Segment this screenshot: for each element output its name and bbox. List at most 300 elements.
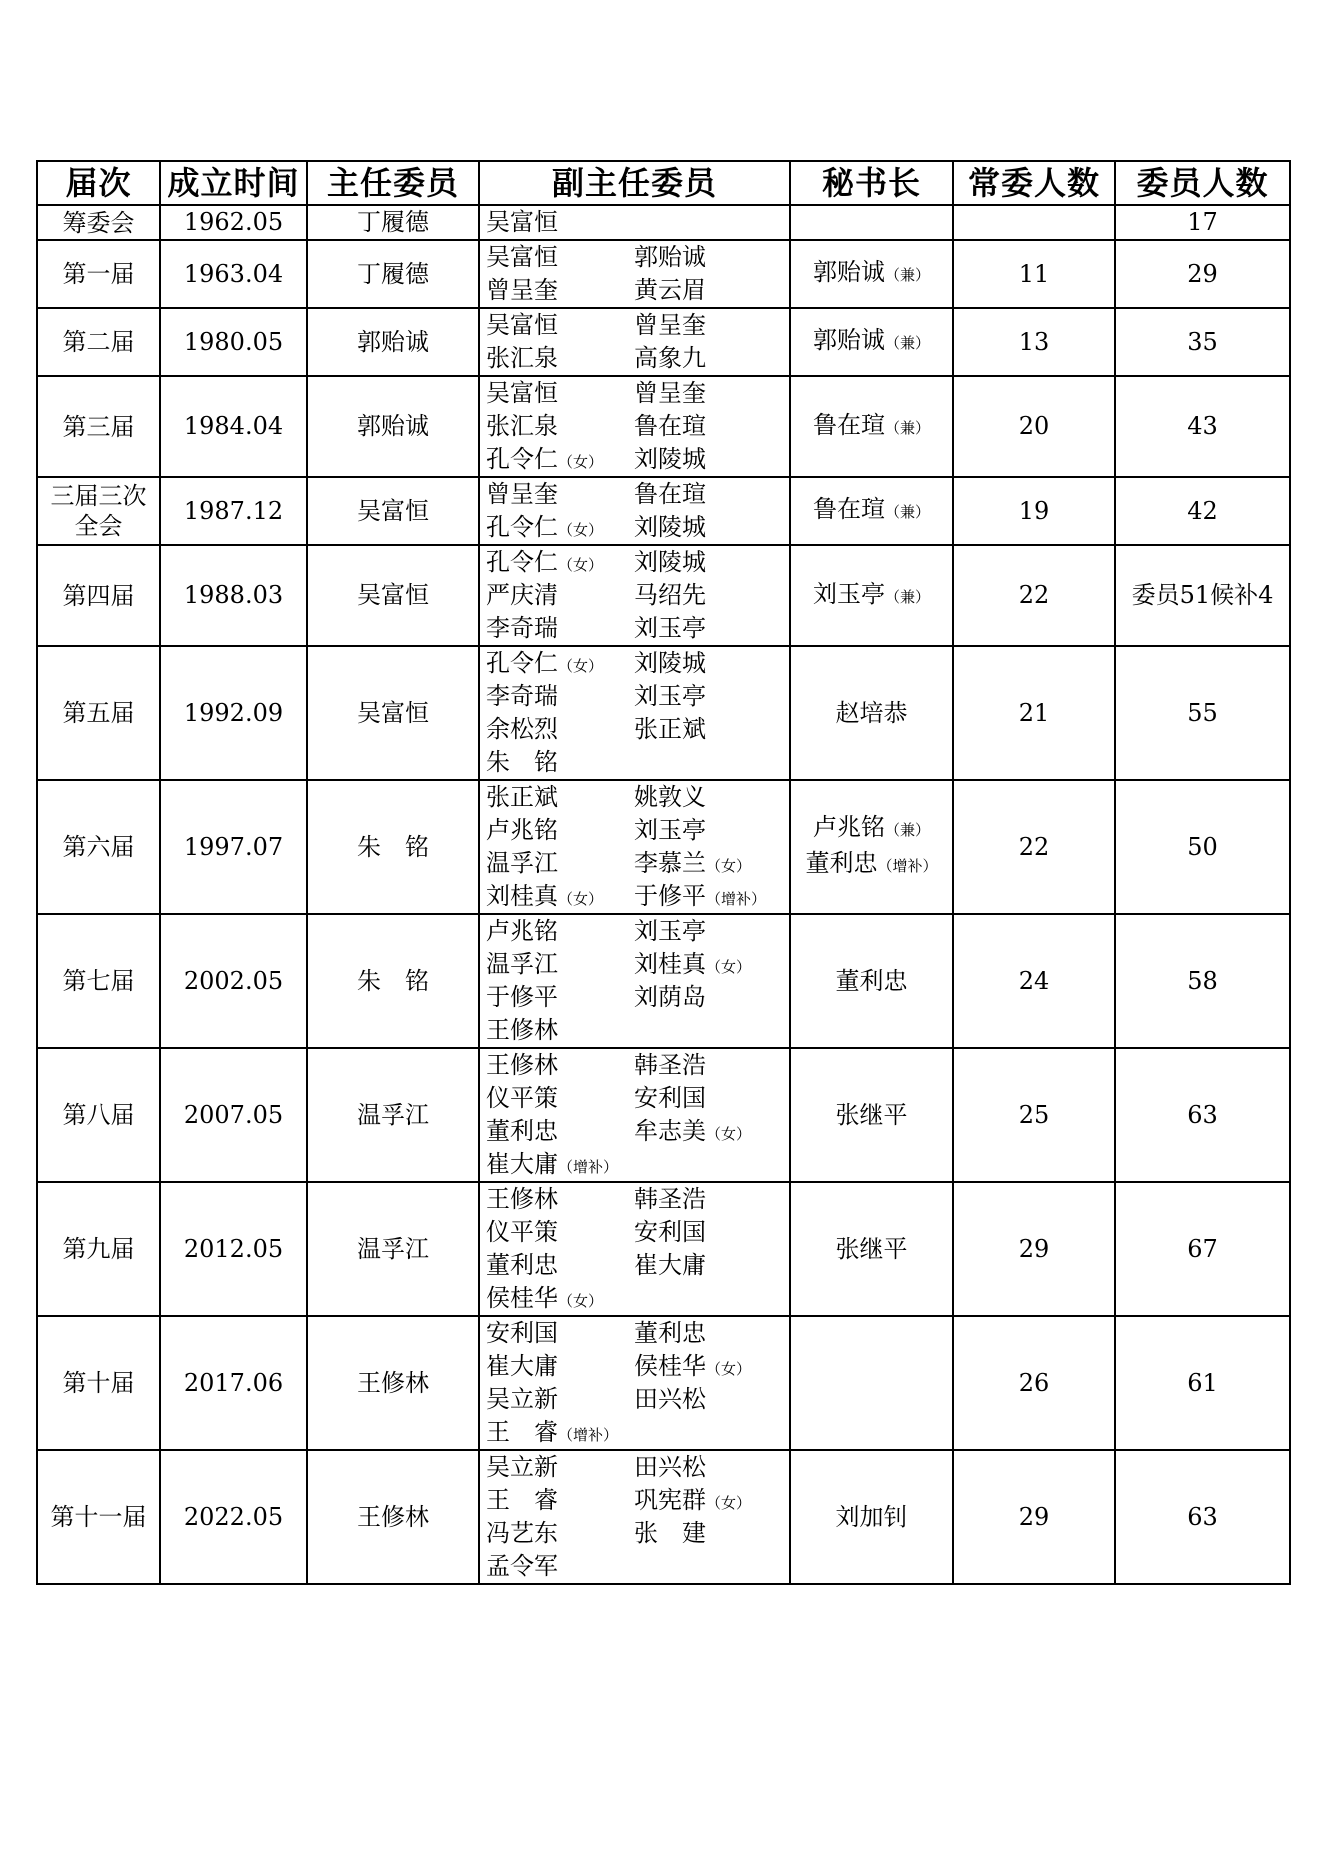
cell-vice-chairs [479, 205, 790, 240]
person-note: （增补） [558, 1158, 619, 1176]
secretary-name: 刘加钊 [835, 1502, 908, 1531]
vice-chair-name [634, 647, 782, 680]
vice-chair-name [634, 377, 782, 410]
table-row [37, 308, 1290, 376]
vice-chair-name [634, 309, 782, 342]
cell-member-count [1115, 545, 1290, 646]
person-name: 崔大庸 [486, 1150, 558, 1178]
person-name: 郭贻诚 [634, 243, 706, 271]
person-name: 安利国 [486, 1319, 558, 1347]
vice-chair-name [486, 1014, 634, 1047]
person-name: 王修林 [486, 1185, 558, 1213]
cell-standing-count [953, 780, 1115, 914]
cell-vice-chairs [479, 1450, 790, 1584]
standing-count: 26 [1018, 1368, 1050, 1397]
chair-text: 郭贻诚 [357, 327, 429, 356]
secretary-note: （兼） [884, 418, 930, 437]
vice-line [486, 612, 789, 645]
cell-chair [307, 308, 479, 376]
member-count: 63 [1187, 1100, 1218, 1129]
person-name: 仪平策 [486, 1084, 558, 1112]
vice-line [486, 847, 789, 880]
person-note: （增补） [558, 1426, 619, 1444]
header-chair: 主任委员 [307, 161, 479, 205]
vice-line [486, 241, 789, 274]
cell-vice-chairs [479, 477, 790, 545]
table-row [37, 240, 1290, 308]
cell-member-count [1115, 780, 1290, 914]
person-name: 王修林 [486, 1051, 558, 1079]
standing-count: 11 [1018, 259, 1050, 288]
person-name: 张汇泉 [486, 412, 558, 440]
vice-chair-name [634, 1115, 782, 1148]
vice-line [486, 1517, 789, 1550]
vice-chair-name [486, 781, 634, 814]
vice-line [486, 1049, 789, 1082]
person-name: 刘玉亭 [634, 682, 706, 710]
person-name: 孟令军 [486, 1552, 558, 1580]
person-name: 董利忠 [486, 1251, 558, 1279]
person-note: （女） [706, 1125, 752, 1143]
person-name: 董利忠 [486, 1117, 558, 1145]
person-name: 温孚江 [486, 950, 558, 978]
vice-chair-name [634, 1451, 782, 1484]
cell-member-count [1115, 205, 1290, 240]
vice-chair-name [634, 981, 782, 1014]
person-name: 王 睿 [486, 1418, 558, 1446]
date-text: 2007.05 [183, 1100, 284, 1129]
vice-chair-name [486, 1216, 634, 1249]
chair-text: 王修林 [357, 1502, 429, 1531]
secretary-name: 董利忠 [835, 966, 908, 995]
vice-chair-name [634, 274, 782, 307]
cell-standing-count [953, 240, 1115, 308]
person-name: 吴立新 [486, 1453, 558, 1481]
person-name: 鲁在瑄 [634, 480, 706, 508]
vice-chair-name [486, 1148, 634, 1181]
term-text: 第八届 [62, 1101, 135, 1129]
cell-vice-chairs [479, 240, 790, 308]
vice-chair-name [634, 241, 782, 274]
vice-chair-name [486, 206, 634, 239]
vice-line [486, 309, 789, 342]
cell-standing-count [953, 914, 1115, 1048]
cell-date [160, 240, 307, 308]
term-text: 第六届 [62, 833, 135, 861]
secretary-line [791, 1501, 952, 1534]
person-name: 朱 铭 [486, 748, 558, 776]
person-name: 安利国 [634, 1084, 706, 1112]
term-text: 第十一届 [50, 1503, 147, 1531]
cell-member-count [1115, 477, 1290, 545]
cell-term [37, 1182, 160, 1316]
cell-vice-chairs [479, 308, 790, 376]
secretary-name: 刘玉亭 [812, 579, 885, 608]
cell-secretary [790, 780, 953, 914]
vice-line [486, 814, 789, 847]
vice-line [486, 1451, 789, 1484]
person-name: 吴富恒 [486, 311, 558, 339]
header-secretary: 秘书长 [790, 161, 953, 205]
date-text: 1988.03 [183, 581, 284, 609]
date-text: 1962.05 [183, 208, 284, 236]
vice-line [486, 478, 789, 511]
chair-text: 温孚江 [357, 1100, 429, 1129]
standing-count: 29 [1018, 1234, 1050, 1263]
vice-line [486, 1350, 789, 1383]
cell-standing-count [953, 646, 1115, 780]
vice-line [486, 1148, 789, 1181]
term-text: 第五届 [62, 699, 135, 727]
vice-chair-name [486, 309, 634, 342]
cell-secretary [790, 477, 953, 545]
vice-chair-name [486, 1183, 634, 1216]
person-name: 鲁在瑄 [634, 412, 706, 440]
vice-chair-name [486, 511, 634, 544]
cell-member-count [1115, 1048, 1290, 1182]
person-name: 曾呈奎 [634, 379, 706, 407]
standing-count: 20 [1018, 412, 1050, 440]
vice-chair-name [634, 1049, 782, 1082]
person-name: 崔大庸 [634, 1251, 706, 1279]
standing-count: 24 [1018, 966, 1050, 995]
cell-secretary [790, 1450, 953, 1584]
date-text: 2012.05 [183, 1234, 284, 1263]
cell-standing-count [953, 1450, 1115, 1584]
person-name: 董利忠 [634, 1319, 706, 1347]
cell-secretary [790, 1048, 953, 1182]
chair-text: 吴富恒 [357, 698, 429, 727]
vice-chair-name [486, 342, 634, 375]
cell-member-count [1115, 376, 1290, 477]
vice-chair-name [486, 1383, 634, 1416]
table-row [37, 914, 1290, 1048]
date-text: 1963.04 [183, 259, 284, 288]
person-note: （女） [558, 657, 604, 675]
vice-chair-name [634, 948, 782, 981]
member-count: 委员51候补4 [1131, 581, 1274, 609]
person-name: 吴富恒 [486, 243, 558, 271]
person-name: 牟志美 [634, 1117, 706, 1145]
cell-secretary [790, 240, 953, 308]
vice-line [486, 915, 789, 948]
vice-chair-name [634, 1183, 782, 1216]
vice-chair-name [634, 342, 782, 375]
cell-chair [307, 1316, 479, 1450]
cell-date [160, 205, 307, 240]
person-name: 刘桂真 [486, 882, 558, 910]
vice-line [486, 377, 789, 410]
standing-count: 13 [1018, 327, 1050, 356]
vice-chair-name [486, 1115, 634, 1148]
person-note: （女） [558, 556, 604, 574]
vice-line [486, 1317, 789, 1350]
header-date: 成立时间 [160, 161, 307, 205]
vice-chair-name [634, 1350, 782, 1383]
secretary-line [791, 1233, 952, 1266]
secretary-name: 赵培恭 [835, 698, 908, 727]
secretary-name: 张继平 [835, 1100, 908, 1129]
cell-vice-chairs [479, 646, 790, 780]
cell-chair [307, 914, 479, 1048]
vice-line [486, 1416, 789, 1449]
standing-count: 22 [1018, 832, 1050, 861]
secretary-name: 董利忠 [805, 849, 878, 877]
member-count: 35 [1187, 327, 1218, 356]
secretary-line [791, 811, 952, 847]
member-count: 61 [1187, 1368, 1218, 1397]
person-name: 于修平 [634, 882, 706, 910]
person-name: 卢兆铭 [486, 917, 558, 945]
vice-chair-name [486, 1484, 634, 1517]
secretary-note: （兼） [884, 334, 930, 352]
person-name: 刘陵城 [634, 649, 706, 677]
vice-chair-name [486, 880, 634, 913]
cell-secretary [790, 545, 953, 646]
cell-chair [307, 376, 479, 477]
header-member-count: 委员人数 [1115, 161, 1290, 205]
chair-text: 吴富恒 [357, 581, 429, 609]
person-note: （女） [558, 521, 604, 539]
person-name: 高象九 [634, 344, 706, 372]
cell-vice-chairs [479, 376, 790, 477]
cell-standing-count [953, 308, 1115, 376]
term-text: 三届三次全会 [50, 482, 147, 540]
person-note: （女） [706, 958, 752, 976]
vice-chair-name [634, 1383, 782, 1416]
cell-standing-count [953, 477, 1115, 545]
person-note: （女） [558, 890, 604, 908]
vice-chair-name [634, 478, 782, 511]
person-name: 王修林 [486, 1016, 558, 1044]
term-text: 第九届 [62, 1235, 135, 1263]
cell-date [160, 914, 307, 1048]
standing-count: 19 [1018, 496, 1050, 525]
person-name: 刘玉亭 [634, 917, 706, 945]
vice-chair-name [634, 1484, 782, 1517]
person-name: 崔大庸 [486, 1352, 558, 1380]
cell-standing-count [953, 1182, 1115, 1316]
secretary-line [791, 1099, 952, 1132]
person-name: 刘玉亭 [634, 816, 706, 844]
secretary-line [791, 965, 952, 998]
person-name: 仪平策 [486, 1218, 558, 1246]
vice-line [486, 1115, 789, 1148]
vice-chair-name [486, 410, 634, 443]
date-text: 1997.07 [183, 832, 284, 861]
person-name: 吴富恒 [486, 379, 558, 407]
vice-line [486, 680, 789, 713]
cell-secretary [790, 1316, 953, 1450]
vice-chair-name [486, 1249, 634, 1282]
vice-chair-name [634, 579, 782, 612]
cell-term [37, 477, 160, 545]
vice-chair-name [486, 241, 634, 274]
secretary-line [791, 493, 952, 529]
chair-text: 朱 铭 [357, 966, 429, 995]
vice-line [486, 647, 789, 680]
vice-line [486, 511, 789, 544]
cell-date [160, 1182, 307, 1316]
person-name: 侯桂华 [634, 1352, 706, 1380]
table-row [37, 646, 1290, 780]
vice-chair-name [486, 1317, 634, 1350]
date-text: 1992.09 [183, 698, 284, 727]
secretary-name: 鲁在瑄 [812, 410, 885, 439]
table-row [37, 780, 1290, 914]
chair-text: 王修林 [357, 1368, 429, 1397]
vice-chair-name [634, 1517, 782, 1550]
vice-line [486, 1014, 789, 1047]
cell-vice-chairs [479, 1182, 790, 1316]
person-name: 刘陵城 [634, 548, 706, 576]
vice-chair-name [486, 915, 634, 948]
term-text: 第二届 [62, 328, 135, 356]
vice-chair-name [486, 1082, 634, 1115]
person-name: 于修平 [486, 983, 558, 1011]
term-text: 第七届 [62, 967, 135, 995]
vice-line [486, 948, 789, 981]
vice-chair-name [486, 746, 634, 779]
cell-date [160, 646, 307, 780]
person-name: 张正斌 [634, 715, 706, 743]
person-name: 侯桂华 [486, 1284, 558, 1312]
vice-line [486, 579, 789, 612]
vice-chair-name [634, 511, 782, 544]
cell-member-count [1115, 1316, 1290, 1450]
person-name: 刘荫岛 [634, 983, 706, 1011]
cell-date [160, 780, 307, 914]
vice-line [486, 1282, 789, 1315]
vice-chair-name [486, 814, 634, 847]
vice-chair-name [486, 713, 634, 746]
person-name: 孔令仁 [486, 649, 558, 677]
person-name: 刘陵城 [634, 513, 706, 541]
member-count: 29 [1187, 259, 1218, 288]
table-row [37, 1450, 1290, 1584]
member-count: 42 [1187, 496, 1218, 525]
standing-count: 29 [1018, 1502, 1050, 1531]
vice-line [486, 274, 789, 307]
date-text: 1987.12 [183, 496, 284, 525]
cell-term [37, 914, 160, 1048]
cell-date [160, 1316, 307, 1450]
cell-secretary [790, 914, 953, 1048]
term-text: 第三届 [62, 412, 135, 441]
person-name: 孔令仁 [486, 445, 558, 473]
chair-text: 吴富恒 [357, 496, 429, 525]
cell-chair [307, 240, 479, 308]
vice-chair-name [634, 880, 782, 913]
table-row [37, 1316, 1290, 1450]
vice-chair-name [634, 546, 782, 579]
person-name: 孔令仁 [486, 513, 558, 541]
secretary-name: 卢兆铭 [812, 813, 885, 841]
cell-date [160, 1048, 307, 1182]
term-text: 筹委会 [62, 208, 135, 237]
cell-chair [307, 477, 479, 545]
table-row [37, 205, 1290, 240]
cell-term [37, 376, 160, 477]
vice-chair-name [634, 612, 782, 645]
cell-chair [307, 205, 479, 240]
cell-date [160, 376, 307, 477]
vice-chair-name [486, 948, 634, 981]
vice-line [486, 880, 789, 913]
vice-chair-name [486, 612, 634, 645]
cell-member-count [1115, 646, 1290, 780]
member-count: 67 [1187, 1234, 1218, 1263]
cell-secretary [790, 308, 953, 376]
cell-standing-count [953, 1048, 1115, 1182]
cell-chair [307, 780, 479, 914]
person-note: （女） [706, 1494, 752, 1512]
standing-count: 21 [1018, 698, 1050, 727]
cell-vice-chairs [479, 545, 790, 646]
cell-member-count [1115, 308, 1290, 376]
person-name: 刘陵城 [634, 445, 706, 473]
secretary-line [791, 578, 952, 614]
member-count: 55 [1187, 698, 1218, 727]
vice-chair-name [486, 680, 634, 713]
cell-date [160, 545, 307, 646]
cell-secretary [790, 205, 953, 240]
cell-secretary [790, 1182, 953, 1316]
vice-chair-name [634, 1216, 782, 1249]
cell-member-count [1115, 1450, 1290, 1584]
person-name: 吴立新 [486, 1385, 558, 1413]
person-name: 余松烈 [486, 715, 558, 743]
cell-term [37, 646, 160, 780]
person-name: 李慕兰 [634, 849, 706, 877]
cell-chair [307, 1450, 479, 1584]
secretary-name: 郭贻诚 [812, 258, 885, 286]
person-name: 马绍先 [634, 581, 706, 609]
secretary-note: （增补） [877, 857, 938, 875]
cell-term [37, 205, 160, 240]
term-text: 第四届 [62, 581, 135, 610]
vice-chair-name [486, 981, 634, 1014]
cell-chair [307, 1048, 479, 1182]
standing-count: 25 [1018, 1100, 1050, 1129]
secretary-note: （兼） [884, 503, 930, 521]
chair-text: 温孚江 [357, 1234, 429, 1263]
standing-count: 22 [1018, 581, 1050, 609]
member-count: 17 [1187, 208, 1218, 236]
secretary-line [791, 847, 952, 883]
vice-line [486, 443, 789, 476]
person-note: （女） [706, 857, 752, 875]
cell-term [37, 240, 160, 308]
person-note: （女） [706, 1360, 752, 1378]
secretary-name: 郭贻诚 [812, 326, 885, 354]
person-note: （女） [558, 453, 604, 471]
person-name: 巩宪群 [634, 1486, 706, 1514]
cell-secretary [790, 376, 953, 477]
vice-chair-name [486, 1517, 634, 1550]
vice-chair-name [486, 274, 634, 307]
cell-vice-chairs [479, 780, 790, 914]
vice-chair-name [486, 647, 634, 680]
committee-history-table [36, 160, 1291, 1585]
person-name: 黄云眉 [634, 276, 706, 304]
date-text: 1984.04 [183, 412, 284, 440]
date-text: 2017.06 [183, 1368, 284, 1397]
cell-standing-count [953, 545, 1115, 646]
vice-line [486, 746, 789, 779]
cell-vice-chairs [479, 914, 790, 1048]
vice-line [486, 1484, 789, 1517]
